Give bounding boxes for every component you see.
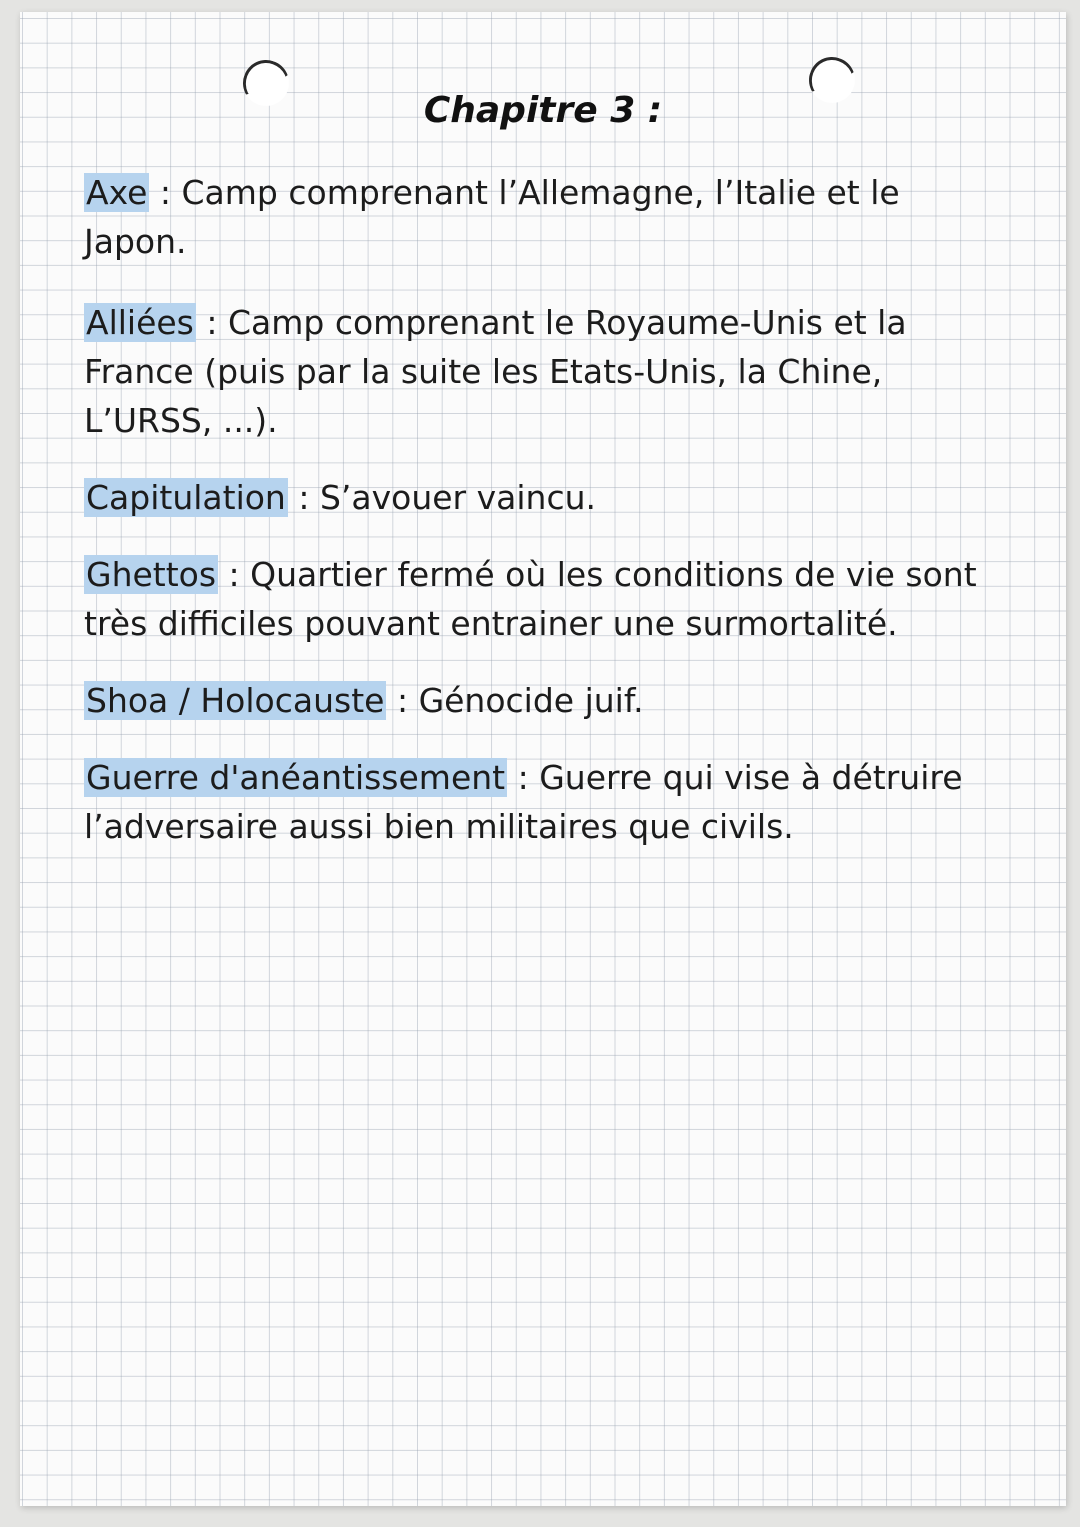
term-highlight: Guerre d'anéantissement (86, 758, 506, 797)
definition-text: S’avouer vaincu. (319, 478, 596, 517)
definition-entry-alliees (84, 298, 984, 445)
term-separator: : (507, 758, 540, 797)
term-separator: : (149, 173, 182, 212)
definition-entry-shoa (84, 676, 984, 725)
definition-text: Camp comprenant le Royaume-Unis et la France (puis par la suite les Etats-Unis, la Chine, L’URSS, ...). (84, 303, 907, 440)
definition-entry-axe (84, 168, 984, 266)
definition-text: Guerre qui vise à détruire l’adversaire aussi bien militaires que civils. (84, 758, 963, 846)
definition-entry-capitulation (84, 473, 984, 522)
term-highlight: Capitulation (86, 478, 286, 517)
definitions-list (84, 168, 984, 851)
grid-paper-sheet (20, 12, 1066, 1506)
definition-entry-guerre-aneantissement (84, 753, 984, 851)
definition-text: Camp comprenant l’Allemagne, l’Italie et le Japon. (84, 173, 900, 261)
term-highlight: Shoa / Holocauste (86, 681, 385, 720)
definition-entry-ghettos (84, 550, 984, 648)
term-highlight: Ghettos (86, 555, 217, 594)
term-highlight: Axe (86, 173, 148, 212)
term-separator: : (218, 555, 251, 594)
term-highlight: Alliées (86, 303, 194, 342)
term-separator: : (386, 681, 419, 720)
definition-text: Génocide juif. (418, 681, 644, 720)
term-separator: : (195, 303, 228, 342)
page-title: Chapitre 3 : (423, 90, 663, 131)
definition-text: Quartier fermé où les conditions de vie sont très difficiles pouvant entrainer une surmortalité. (84, 555, 977, 643)
term-separator: : (287, 478, 320, 517)
